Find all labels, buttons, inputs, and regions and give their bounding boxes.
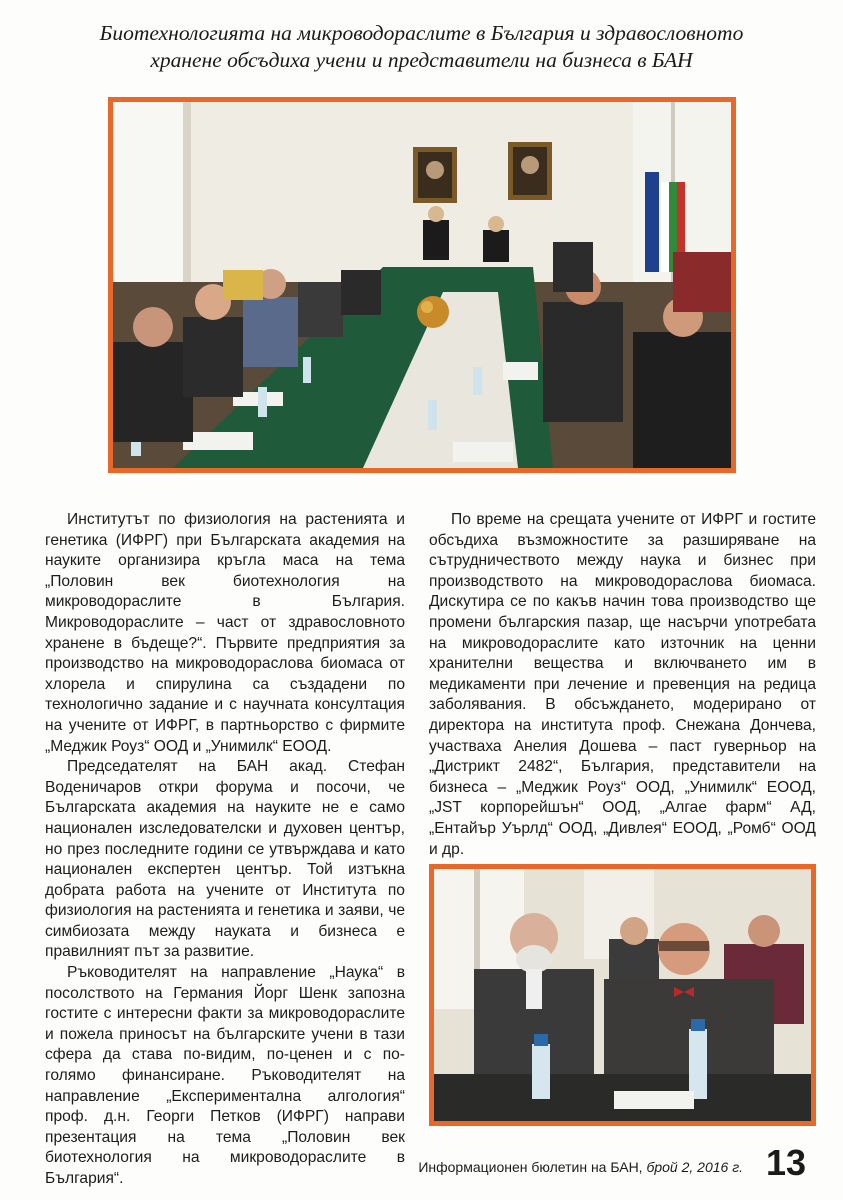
page-footer xyxy=(418,1159,743,1175)
issue-info: брой 2, 2016 г. xyxy=(646,1159,743,1175)
article-title-line-1: Биотехнологията на микроводораслите в България и здравословното xyxy=(99,21,744,45)
article-title-line-2: хранене обсъдиха учени и представители на бизнеса в БАН xyxy=(150,48,693,72)
article-title xyxy=(0,20,843,74)
paragraph: Ръководителят на направление „Наука“ в посолството на Германия Йорг Шенк запозна гостите с интересни факти за микроводораслите и пожела приносът на българските учени в тази сфера да става по-видим, по-ценен и с по-голямо финансиране. Ръководителят на направление „Експериментална алгология“ проф. д.н. Георги Петков (ИФРГ) направи презентация на тема „Половин век биотехнология на микроводораслите в България“. xyxy=(45,964,405,1187)
paragraph: Институтът по физиология на растенията и генетика (ИФРГ) при Българската академия на науките организира кръгла маса на тема „Половин век биотехнология на микроводораслите в България. Микроводораслите – част от здравословното хранене в бъдеще?“. Първите предприятия за производство на микроводораслова биомаса от хлорела и спирулина са създадени по технологично задание и с научната консултация на учените от ИФРГ, в партньорство с фирмите „Меджик Роуз“ ООД и „Унимилк“ ЕООД. xyxy=(45,511,405,755)
speakers-photo xyxy=(429,864,816,1126)
article-left-column xyxy=(45,510,405,1190)
paragraph: По време на срещата учените от ИФРГ и гостите обсъдиха възможностите за разширяване на сътрудничеството между наука и бизнес при производството на микроводораслова биомаса. Дискутира се по какъв начин това производство ще промени българския пазар, ще насърчи употребата на микроводораслите като източник на ценни хранителни вещества и включването им в медикаменти при лечение и превенция на редица заболявания. В обсъждането, модерирано от директора на института проф. Снежана Дончева, участваха Анелия Дошева – паст гуверньор на „Дистрикт 2482“, България, представители на бизнеса – „Меджик Роуз“ ООД, „Унимилк“ ЕООД, „JST корпорейшън“ ООД, „Алгае фарм“ АД, „Ентайър Уърлд“ ООД, „Дивлея“ ЕООД, „Ромб“ ООД и др. xyxy=(429,511,816,858)
page-number: 13 xyxy=(766,1142,807,1183)
publication-name: Информационен бюлетин на БАН, xyxy=(418,1159,643,1175)
article-right-column xyxy=(429,510,816,860)
paragraph: Председателят на БАН акад. Стефан Воденичаров откри форума и посочи, че Българската академия на науките не е само национален изследователски и духовен център, но през последните години се утвърждава и като национален експертен център. Той изтъкна добрата работа на учените от Института по физиология на растенията и генетика и заяви, че симбиозата между науката и бизнеса е правилният път за развитие. xyxy=(45,758,405,961)
meeting-photo xyxy=(108,97,736,473)
